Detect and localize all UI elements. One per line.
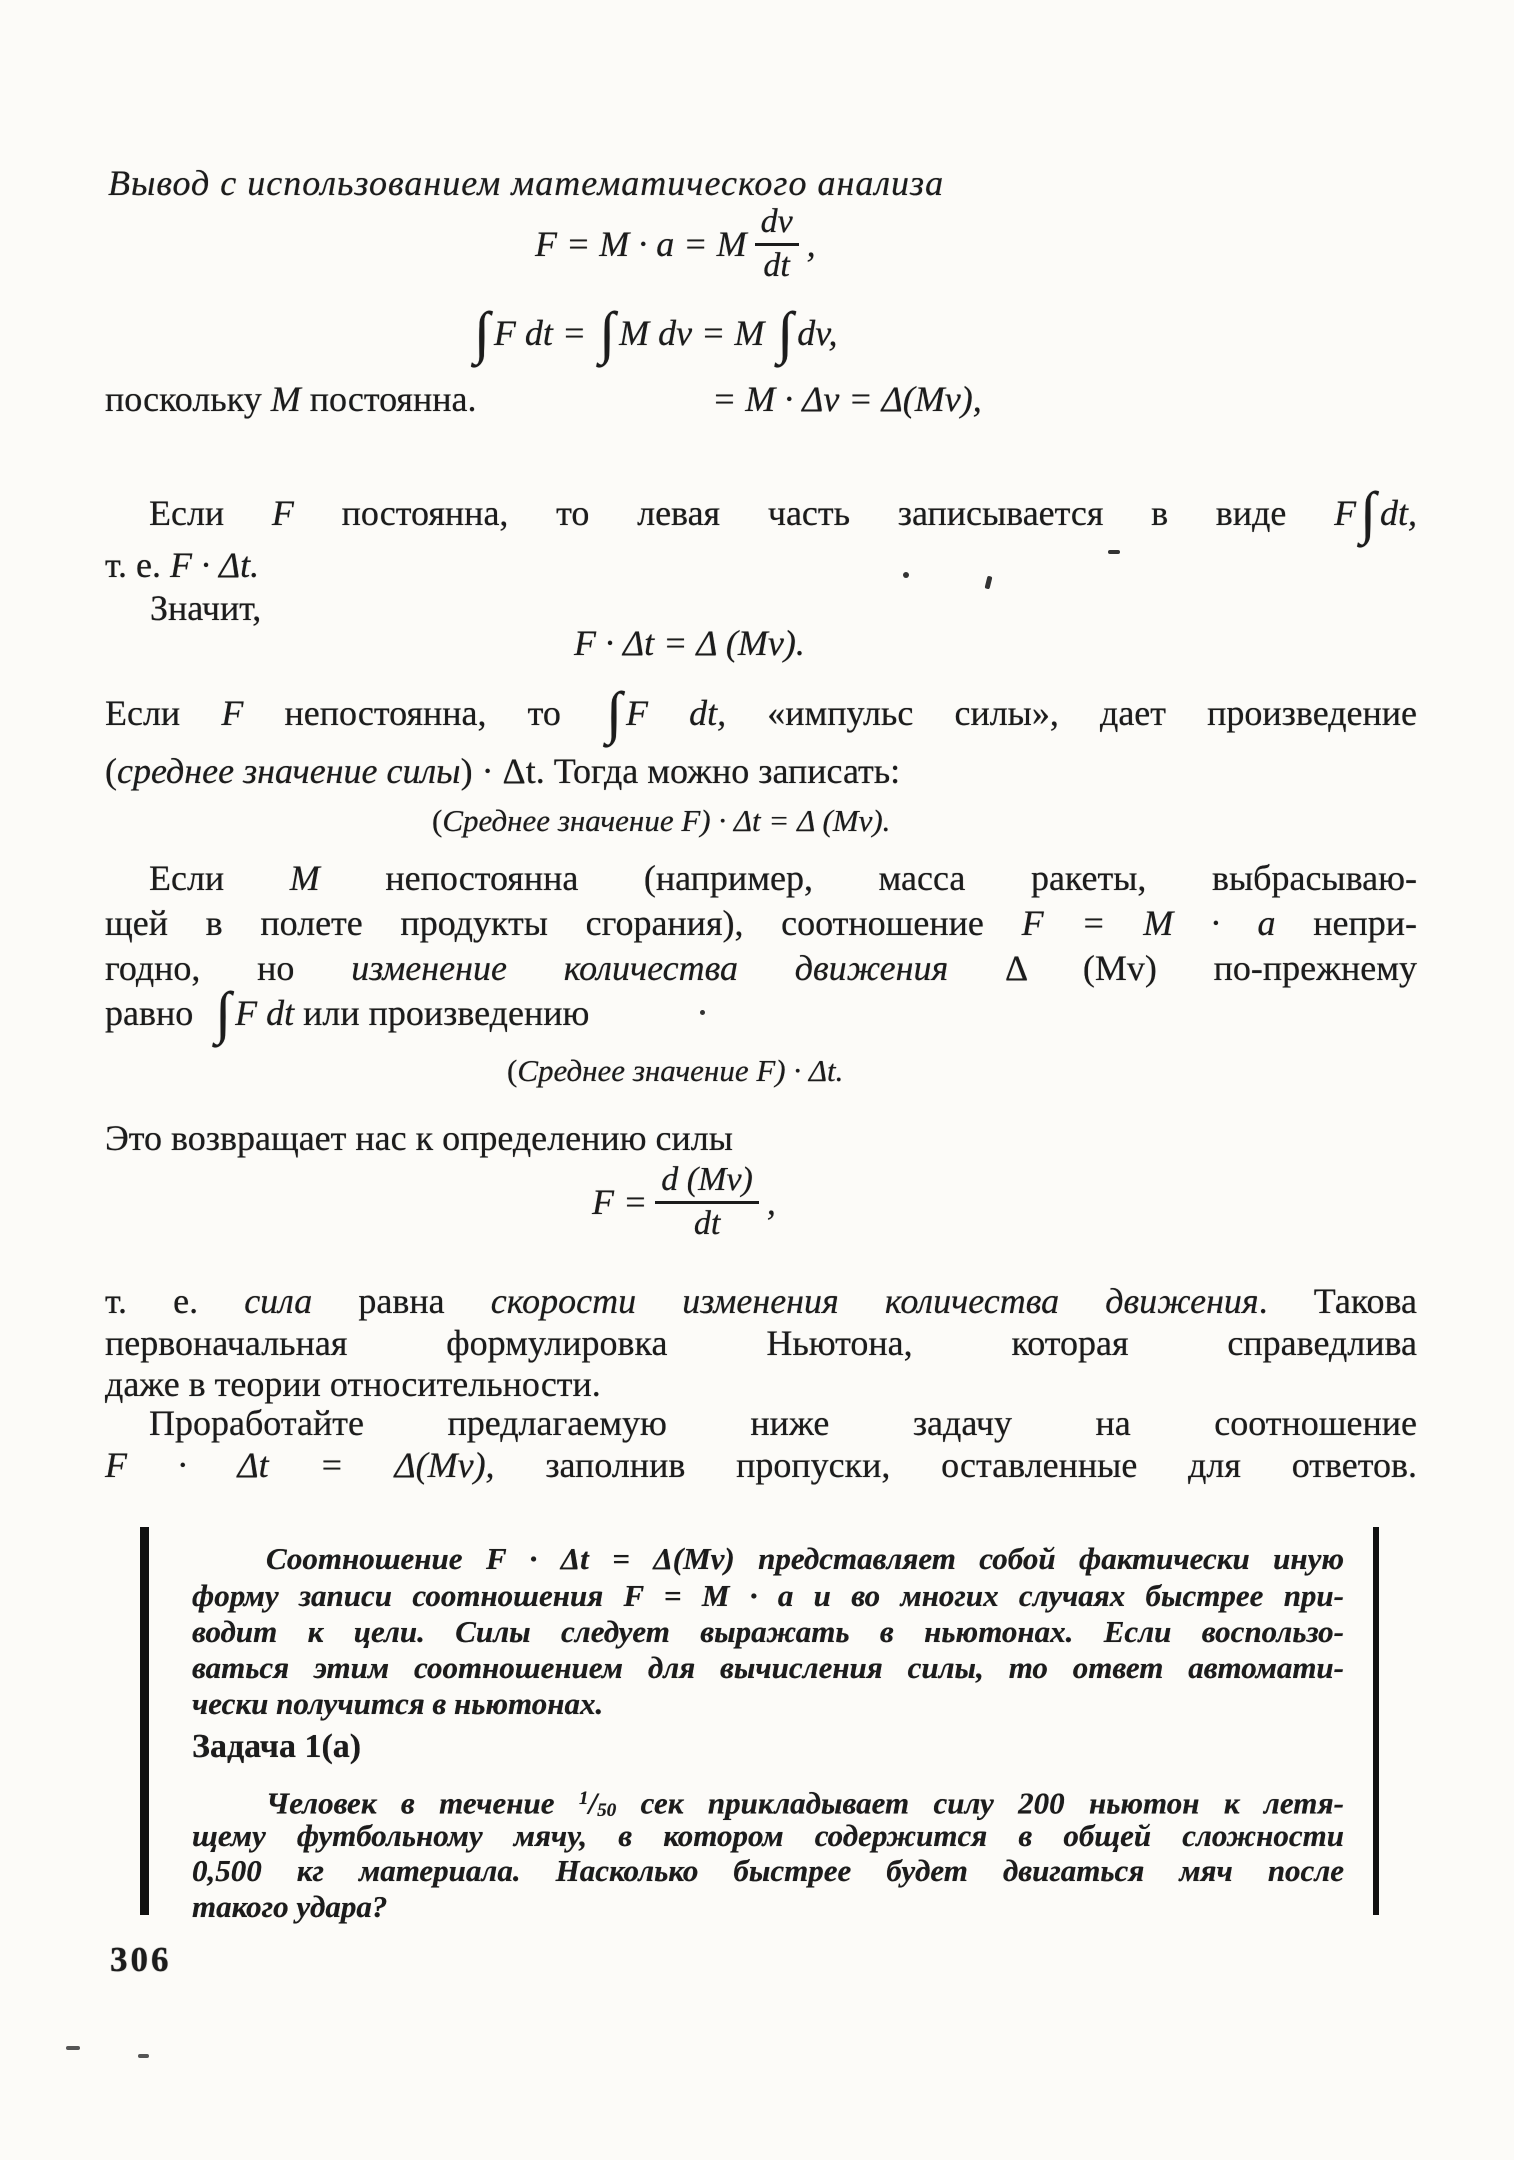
paragraph-rate-of-change-line1: т. е. сила равна скорости изменения количества движения. Такова [105,1281,1417,1321]
print-speck [138,2054,149,2058]
paragraph-m-variable-line2: щей в полете продукты сгорания), соотношение F = M · a непри- [105,903,1417,943]
equation-newton-second-law: F = M · a = M $\frac{dv}{dt}$ , [535,203,816,284]
integral-icon: ∫ [215,979,232,1045]
paragraph-f-constant-line1: Если F постоянна, то левая часть записывается в виде F∫ dt, [149,479,1417,545]
equation-average-force-short: (Среднее значение F) · Δt. [507,1053,844,1088]
inset-note-line-1: Соотношение F · Δt = Δ(Mv) представляет собой фактически иную [266,1541,1344,1576]
problem-text-line-3: 0,500 кг материала. Насколько быстрее будет двигаться мяч после [192,1853,1344,1888]
inset-note-line-4: ваться этим соотношением для вычисления силы, то ответ автомати- [192,1650,1344,1685]
paragraph-m-variable-line1: Если M непостоянна (например, масса ракеты, выбрасываю- [149,858,1418,898]
note-since-m-constant: поскольку M постоянна. [105,379,477,419]
print-speck [700,1010,705,1015]
equation-average-force: (Среднее значение F) · Δt = Δ (Mv). [432,803,891,838]
equation-impulse-momentum: F · Δt = Δ (Mv). [574,623,805,663]
print-speck [903,572,909,578]
paragraph-m-variable-line4: равно ∫ F dt или произведению [105,979,590,1045]
paragraph-work-problem-line1: Проработайте предлагаемую ниже задачу на соотношение [149,1403,1417,1443]
fraction-numerator: 1 [578,1788,589,1809]
paragraph-m-variable-line3: годно, но изменение количества движения Δ (Mv) по-прежнему [105,948,1417,988]
inset-note-line-2: форму записи соотношения F = M · a и во многих случаях быстрее при- [192,1578,1344,1613]
inset-left-rule [140,1527,149,1915]
paragraph-rate-of-change-line3: даже в теории относительности. [105,1364,601,1404]
problem-title: Задача 1(a) [192,1728,362,1765]
paragraph-f-constant-line2: т. е. F · Δt. [105,545,260,585]
fraction-slash: / [588,1785,598,1821]
paragraph-f-variable-line2: (среднее значение силы) · Δt. Тогда можно записать: [105,751,901,791]
fraction-dv-dt: $\frac{dv}{dt}$ [755,204,799,284]
print-speck [985,576,993,590]
problem-text-line-4: такого удара? [192,1889,388,1924]
print-speck [66,2046,80,2050]
section-heading: Вывод с использованием математического анализа [108,163,945,203]
integral-icon: ∫ [606,679,622,745]
integral-icon: ∫ [777,299,794,365]
inset-right-rule [1373,1527,1379,1915]
paragraph-f-variable-line1: Если F непостоянна, то ∫ F dt, «импульс силы», дает произведение [105,679,1417,745]
fraction-denominator: 50 [597,1799,617,1821]
print-speck [1108,550,1120,554]
page-number: 306 [110,1940,172,1979]
paragraph-rate-of-change-line2: первоначальная формулировка Ньютона, которая справедлива [105,1323,1417,1363]
paragraph-f-constant-line3: Значит, [150,588,262,628]
equation-m-delta-v: = M · Δv = Δ(Mv), [712,379,982,419]
integral-icon: ∫ [1360,479,1376,545]
fraction-dmv-dt: $\frac{d (Mv)}{dt}$ [655,1162,759,1242]
equation-integral-fdt: ∫ F dt = ∫ M dv = M ∫ dv, [470,312,838,354]
paragraph-work-problem-line2: F · Δt = Δ(Mv), заполнив пропуски, оставленные для ответов. [105,1445,1417,1485]
inset-note-line-3: водит к цели. Силы следует выражать в ньютонах. Если воспользо- [192,1614,1344,1649]
paragraph-force-definition: Это возвращает нас к определению силы [105,1118,733,1158]
inset-note-line-5: чески получится в ньютонах. [192,1686,604,1721]
equation-force-derivative: F = $\frac{d (Mv)}{dt}$ , [592,1161,776,1242]
integral-icon: ∫ [599,299,616,365]
problem-text-line-1: Человек в течение $^1$/50 сек прикладывает силу 200 ньютон к летя- [266,1785,1344,1821]
problem-text-line-2: щему футбольному мячу, в котором содержится в общей сложности [192,1818,1344,1853]
integral-icon: ∫ [474,299,490,365]
